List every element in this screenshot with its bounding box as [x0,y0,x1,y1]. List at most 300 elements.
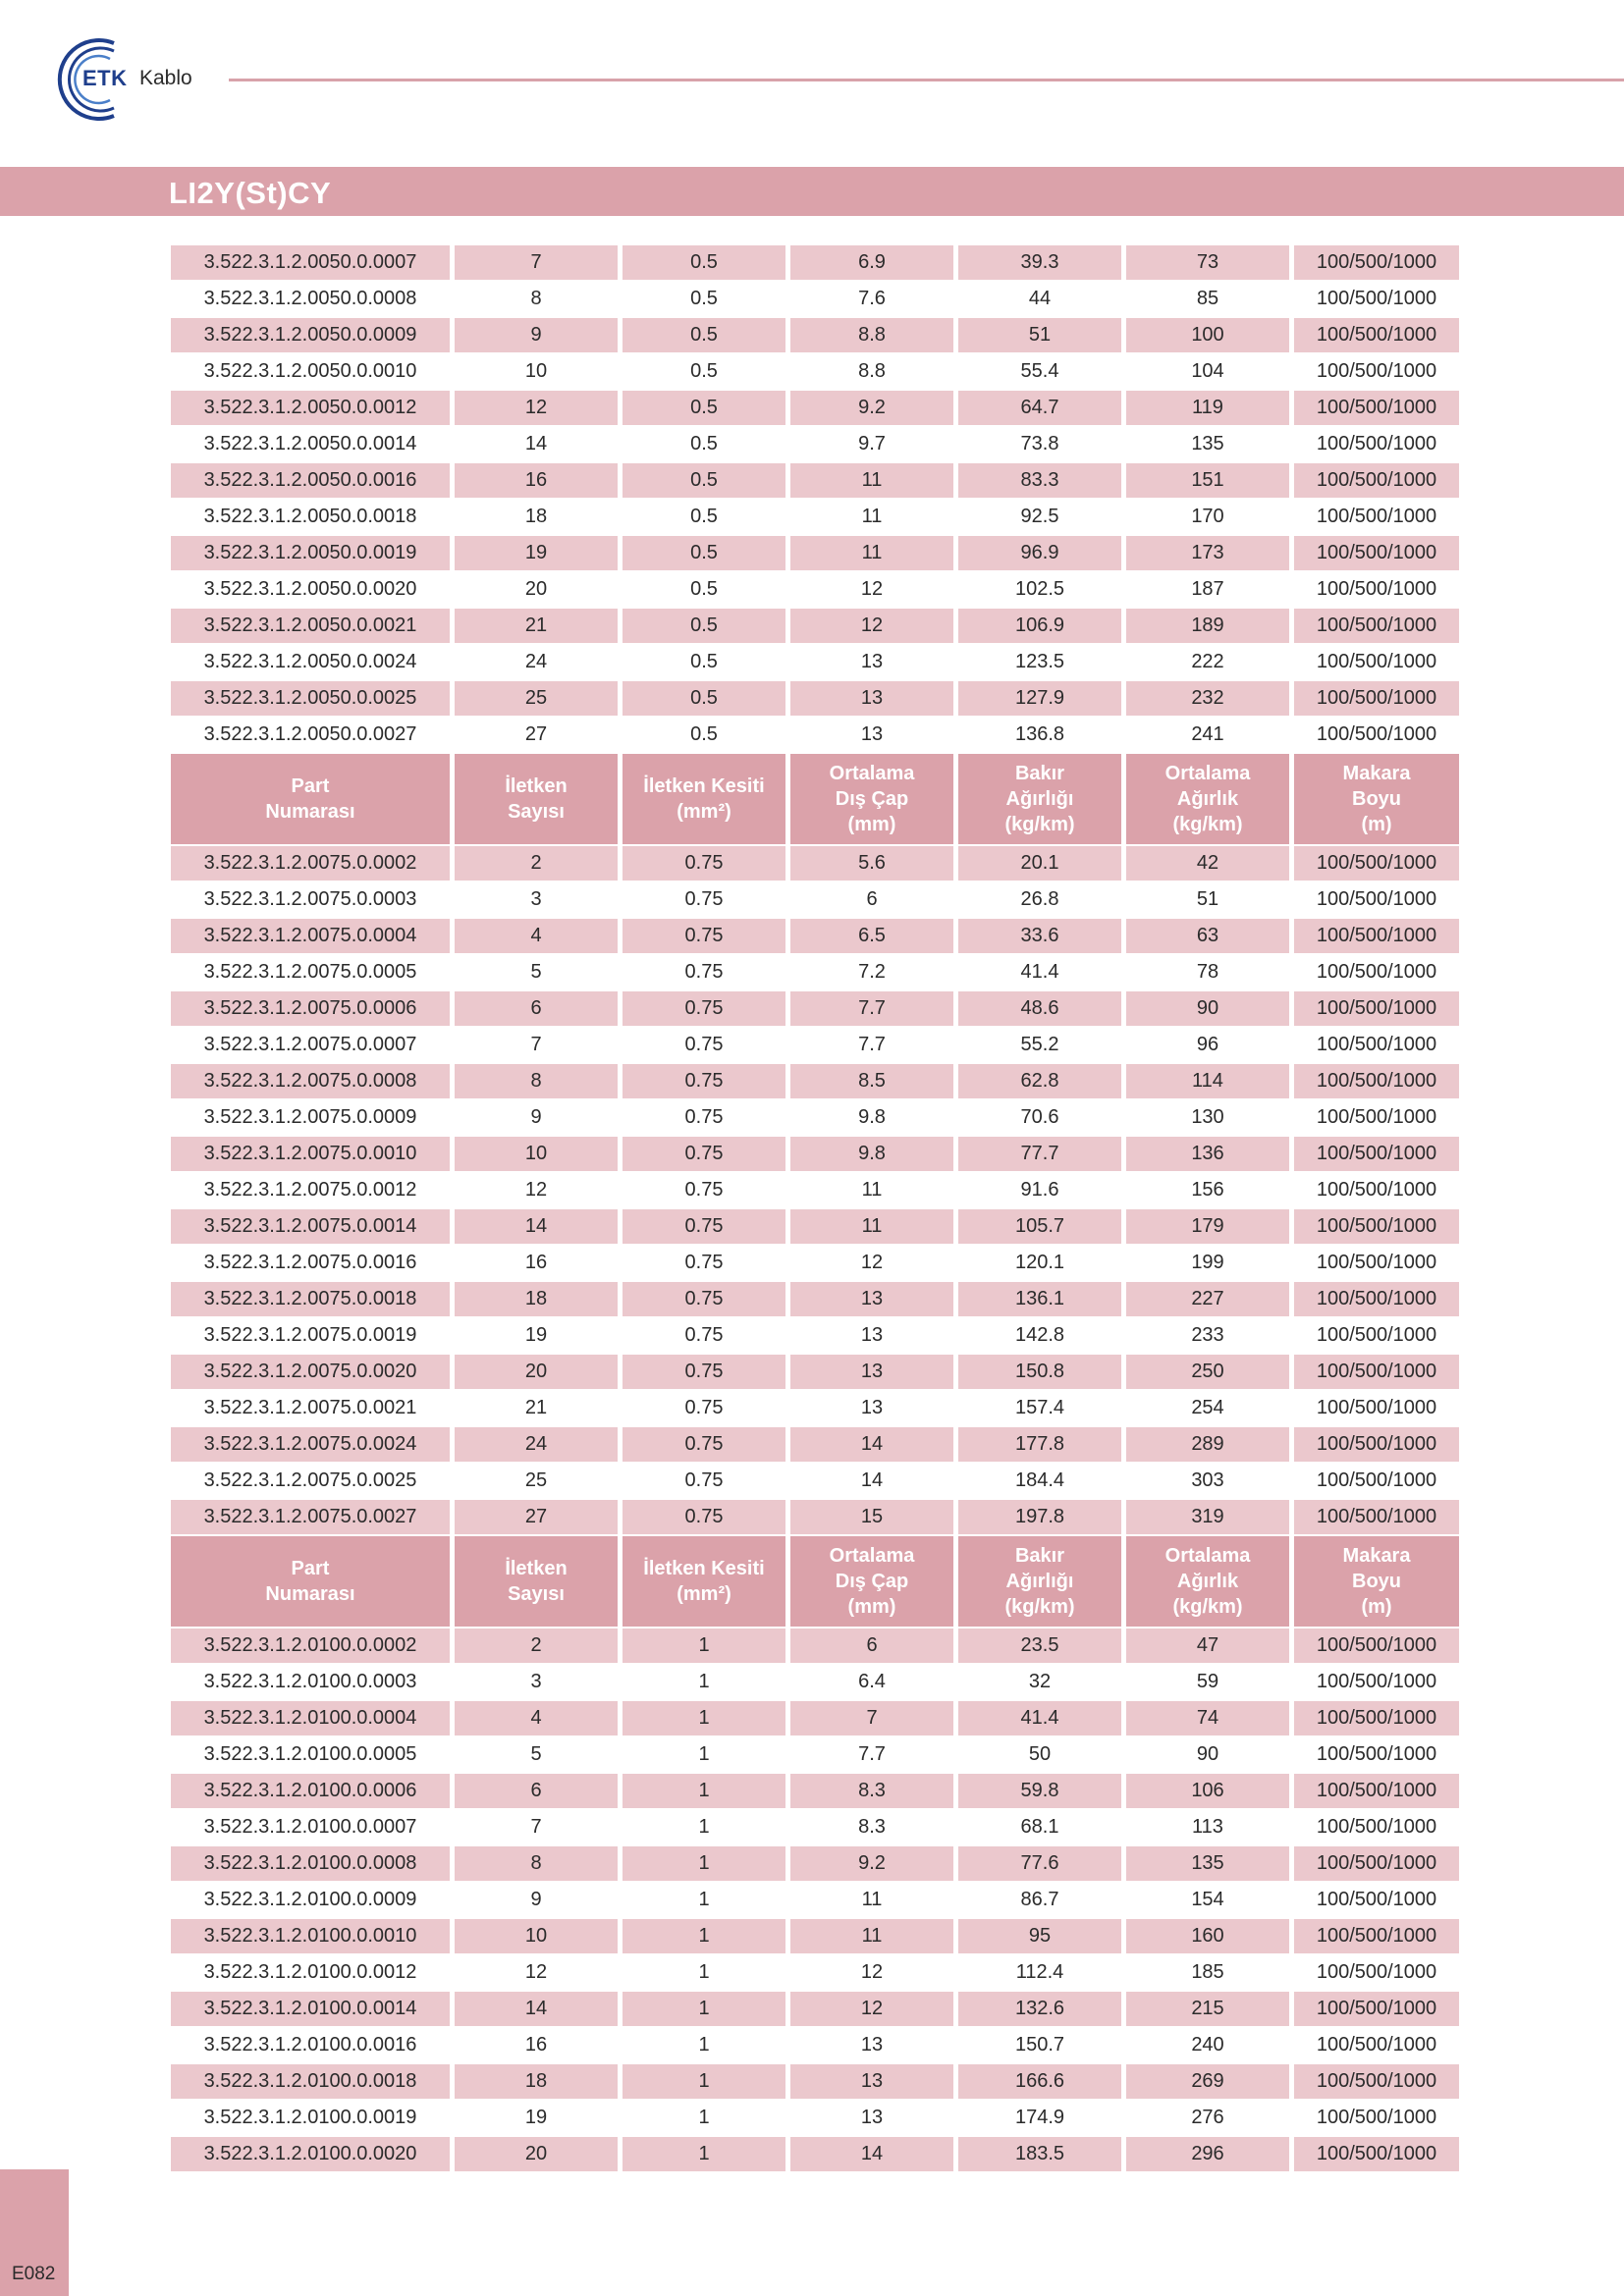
cell-outer-diameter: 8.5 [790,1064,953,1098]
cell-outer-diameter: 11 [790,500,953,534]
cell-reel-length: 100/500/1000 [1294,1391,1459,1425]
cell-part-number: 3.522.3.1.2.0050.0.0021 [171,609,450,643]
cell-conductor-count: 21 [455,1391,618,1425]
cell-average-weight: 73 [1126,245,1289,280]
cell-conductor-count: 10 [455,354,618,389]
cell-average-weight: 319 [1126,1500,1289,1534]
cell-average-weight: 241 [1126,718,1289,752]
cell-reel-length: 100/500/1000 [1294,609,1459,643]
page-number: E082 [12,2264,56,2284]
cell-outer-diameter: 12 [790,1246,953,1280]
cell-part-number: 3.522.3.1.2.0050.0.0014 [171,427,450,461]
cell-reel-length: 100/500/1000 [1294,463,1459,498]
cell-part-number: 3.522.3.1.2.0075.0.0009 [171,1100,450,1135]
cell-conductor-section: 0.75 [623,846,785,881]
cell-average-weight: 199 [1126,1246,1289,1280]
cell-copper-weight: 51 [958,318,1121,352]
cell-copper-weight: 150.8 [958,1355,1121,1389]
cell-conductor-section: 1 [623,2064,785,2099]
cell-conductor-count: 12 [455,1955,618,1990]
cell-copper-weight: 174.9 [958,2101,1121,2135]
cell-part-number: 3.522.3.1.2.0100.0.0018 [171,2064,450,2099]
header-outer-diameter: Ortalama Dış Çap (mm) [790,1536,953,1627]
cell-outer-diameter: 6 [790,882,953,917]
cell-conductor-section: 0.5 [623,318,785,352]
cell-average-weight: 215 [1126,1992,1289,2026]
cell-conductor-section: 0.5 [623,391,785,425]
cell-copper-weight: 150.7 [958,2028,1121,2062]
cell-conductor-count: 27 [455,718,618,752]
cell-outer-diameter: 13 [790,1391,953,1425]
cell-average-weight: 173 [1126,536,1289,570]
cell-conductor-section: 0.75 [623,1246,785,1280]
cell-copper-weight: 48.6 [958,991,1121,1026]
cell-conductor-section: 0.75 [623,1355,785,1389]
cell-conductor-count: 3 [455,1665,618,1699]
cell-copper-weight: 20.1 [958,846,1121,881]
cell-copper-weight: 132.6 [958,1992,1121,2026]
cell-copper-weight: 157.4 [958,1391,1121,1425]
cell-conductor-section: 1 [623,1955,785,1990]
cell-conductor-section: 0.75 [623,1500,785,1534]
cell-part-number: 3.522.3.1.2.0050.0.0016 [171,463,450,498]
header-part-number: Part Numarası [171,754,450,844]
header-outer-diameter: Ortalama Dış Çap (mm) [790,754,953,844]
cell-conductor-section: 0.75 [623,1209,785,1244]
cell-average-weight: 135 [1126,1846,1289,1881]
cell-outer-diameter: 14 [790,2137,953,2171]
cell-copper-weight: 136.1 [958,1282,1121,1316]
cell-copper-weight: 23.5 [958,1629,1121,1663]
cell-conductor-section: 0.5 [623,681,785,716]
cell-average-weight: 63 [1126,919,1289,953]
cell-part-number: 3.522.3.1.2.0050.0.0019 [171,536,450,570]
cell-reel-length: 100/500/1000 [1294,1701,1459,1735]
cell-part-number: 3.522.3.1.2.0075.0.0025 [171,1464,450,1498]
cell-part-number: 3.522.3.1.2.0075.0.0004 [171,919,450,953]
cell-reel-length: 100/500/1000 [1294,282,1459,316]
cell-reel-length: 100/500/1000 [1294,354,1459,389]
cell-conductor-section: 0.75 [623,919,785,953]
header-conductor-count: İletken Sayısı [455,1536,618,1627]
cell-outer-diameter: 7.7 [790,1737,953,1772]
cell-reel-length: 100/500/1000 [1294,1427,1459,1462]
cell-conductor-count: 24 [455,1427,618,1462]
cell-average-weight: 51 [1126,882,1289,917]
cell-conductor-count: 10 [455,1137,618,1171]
cell-copper-weight: 64.7 [958,391,1121,425]
cell-outer-diameter: 7.6 [790,282,953,316]
cell-conductor-section: 1 [623,1919,785,1953]
header-reel-length: Makara Boyu (m) [1294,1536,1459,1627]
cell-outer-diameter: 12 [790,1992,953,2026]
header-conductor-count: İletken Sayısı [455,754,618,844]
page-number-tab [0,2169,69,2296]
cell-average-weight: 187 [1126,572,1289,607]
cell-reel-length: 100/500/1000 [1294,1100,1459,1135]
cell-copper-weight: 120.1 [958,1246,1121,1280]
cell-copper-weight: 50 [958,1737,1121,1772]
cell-part-number: 3.522.3.1.2.0075.0.0021 [171,1391,450,1425]
cell-part-number: 3.522.3.1.2.0075.0.0007 [171,1028,450,1062]
cell-copper-weight: 73.8 [958,427,1121,461]
cell-part-number: 3.522.3.1.2.0075.0.0024 [171,1427,450,1462]
cell-copper-weight: 91.6 [958,1173,1121,1207]
cell-average-weight: 135 [1126,427,1289,461]
cell-part-number: 3.522.3.1.2.0100.0.0007 [171,1810,450,1844]
cell-conductor-section: 0.5 [623,354,785,389]
cell-conductor-count: 18 [455,1282,618,1316]
cell-reel-length: 100/500/1000 [1294,245,1459,280]
cell-part-number: 3.522.3.1.2.0050.0.0027 [171,718,450,752]
cell-reel-length: 100/500/1000 [1294,1318,1459,1353]
etk-kablo-logo [51,35,208,124]
cell-conductor-section: 0.75 [623,1464,785,1498]
cell-outer-diameter: 9.8 [790,1100,953,1135]
cell-average-weight: 156 [1126,1173,1289,1207]
cell-average-weight: 250 [1126,1355,1289,1389]
cell-part-number: 3.522.3.1.2.0075.0.0010 [171,1137,450,1171]
cell-copper-weight: 86.7 [958,1883,1121,1917]
cell-part-number: 3.522.3.1.2.0100.0.0012 [171,1955,450,1990]
cell-conductor-section: 0.75 [623,1173,785,1207]
cell-outer-diameter: 8.8 [790,318,953,352]
cell-outer-diameter: 12 [790,572,953,607]
cell-conductor-count: 8 [455,282,618,316]
cell-conductor-section: 0.75 [623,1100,785,1135]
cell-conductor-section: 0.75 [623,1064,785,1098]
cell-average-weight: 104 [1126,354,1289,389]
cell-part-number: 3.522.3.1.2.0075.0.0019 [171,1318,450,1353]
cell-reel-length: 100/500/1000 [1294,1282,1459,1316]
cell-reel-length: 100/500/1000 [1294,1629,1459,1663]
cell-conductor-section: 1 [623,1883,785,1917]
cell-conductor-section: 0.5 [623,282,785,316]
title-band [0,167,1624,216]
cell-copper-weight: 70.6 [958,1100,1121,1135]
cell-average-weight: 119 [1126,391,1289,425]
cell-conductor-count: 19 [455,536,618,570]
cell-reel-length: 100/500/1000 [1294,718,1459,752]
cable-spec-table [171,245,1459,2171]
cell-reel-length: 100/500/1000 [1294,1464,1459,1498]
cell-conductor-count: 20 [455,1355,618,1389]
cell-reel-length: 100/500/1000 [1294,919,1459,953]
cell-copper-weight: 44 [958,282,1121,316]
cell-average-weight: 189 [1126,609,1289,643]
cell-copper-weight: 112.4 [958,1955,1121,1990]
cell-average-weight: 289 [1126,1427,1289,1462]
cell-average-weight: 59 [1126,1665,1289,1699]
cell-conductor-count: 16 [455,2028,618,2062]
cell-reel-length: 100/500/1000 [1294,1992,1459,2026]
cell-part-number: 3.522.3.1.2.0075.0.0012 [171,1173,450,1207]
cell-reel-length: 100/500/1000 [1294,500,1459,534]
cell-conductor-count: 5 [455,955,618,989]
cell-conductor-section: 0.5 [623,572,785,607]
cell-copper-weight: 142.8 [958,1318,1121,1353]
cell-part-number: 3.522.3.1.2.0050.0.0010 [171,354,450,389]
cell-conductor-section: 0.5 [623,245,785,280]
cell-conductor-section: 0.75 [623,1282,785,1316]
cell-part-number: 3.522.3.1.2.0100.0.0020 [171,2137,450,2171]
cell-outer-diameter: 15 [790,1500,953,1534]
cell-part-number: 3.522.3.1.2.0050.0.0018 [171,500,450,534]
cell-part-number: 3.522.3.1.2.0100.0.0014 [171,1992,450,2026]
cell-part-number: 3.522.3.1.2.0100.0.0002 [171,1629,450,1663]
cell-part-number: 3.522.3.1.2.0050.0.0007 [171,245,450,280]
cell-conductor-count: 6 [455,1774,618,1808]
header-copper-weight: Bakır Ağırlığı (kg/km) [958,754,1121,844]
cell-conductor-section: 0.5 [623,718,785,752]
cell-outer-diameter: 6.9 [790,245,953,280]
cell-outer-diameter: 11 [790,463,953,498]
cell-conductor-section: 0.5 [623,500,785,534]
cell-part-number: 3.522.3.1.2.0075.0.0003 [171,882,450,917]
cell-copper-weight: 62.8 [958,1064,1121,1098]
cell-conductor-section: 1 [623,2137,785,2171]
cell-conductor-section: 0.5 [623,609,785,643]
cell-outer-diameter: 12 [790,609,953,643]
cell-conductor-section: 0.75 [623,1391,785,1425]
cell-outer-diameter: 13 [790,2101,953,2135]
cell-reel-length: 100/500/1000 [1294,955,1459,989]
cell-copper-weight: 123.5 [958,645,1121,679]
cell-outer-diameter: 13 [790,2028,953,2062]
cell-reel-length: 100/500/1000 [1294,991,1459,1026]
cell-copper-weight: 39.3 [958,245,1121,280]
cell-average-weight: 227 [1126,1282,1289,1316]
cell-copper-weight: 55.2 [958,1028,1121,1062]
cell-conductor-section: 0.75 [623,1028,785,1062]
header-copper-weight: Bakır Ağırlığı (kg/km) [958,1536,1121,1627]
cell-conductor-count: 18 [455,2064,618,2099]
cell-conductor-section: 1 [623,1992,785,2026]
cell-average-weight: 233 [1126,1318,1289,1353]
cell-conductor-count: 2 [455,846,618,881]
cell-reel-length: 100/500/1000 [1294,1883,1459,1917]
cell-outer-diameter: 13 [790,2064,953,2099]
cell-reel-length: 100/500/1000 [1294,1737,1459,1772]
cell-average-weight: 154 [1126,1883,1289,1917]
header-part-number: Part Numarası [171,1536,450,1627]
cell-reel-length: 100/500/1000 [1294,391,1459,425]
cell-outer-diameter: 13 [790,1318,953,1353]
cell-conductor-section: 1 [623,1846,785,1881]
cell-copper-weight: 184.4 [958,1464,1121,1498]
cell-conductor-count: 9 [455,1100,618,1135]
cell-average-weight: 106 [1126,1774,1289,1808]
cell-average-weight: 269 [1126,2064,1289,2099]
cell-copper-weight: 105.7 [958,1209,1121,1244]
cell-reel-length: 100/500/1000 [1294,882,1459,917]
cell-conductor-section: 1 [623,2028,785,2062]
cell-reel-length: 100/500/1000 [1294,427,1459,461]
cell-copper-weight: 41.4 [958,955,1121,989]
cell-copper-weight: 96.9 [958,536,1121,570]
logo-etk-text: ETK [82,66,128,90]
cell-reel-length: 100/500/1000 [1294,2028,1459,2062]
cell-copper-weight: 177.8 [958,1427,1121,1462]
cell-reel-length: 100/500/1000 [1294,846,1459,881]
cell-part-number: 3.522.3.1.2.0100.0.0004 [171,1701,450,1735]
cell-conductor-section: 1 [623,2101,785,2135]
cell-part-number: 3.522.3.1.2.0075.0.0016 [171,1246,450,1280]
cell-copper-weight: 77.7 [958,1137,1121,1171]
cell-outer-diameter: 9.2 [790,391,953,425]
cell-part-number: 3.522.3.1.2.0050.0.0024 [171,645,450,679]
cell-conductor-section: 0.5 [623,536,785,570]
cell-average-weight: 74 [1126,1701,1289,1735]
cell-outer-diameter: 7.7 [790,1028,953,1062]
cell-reel-length: 100/500/1000 [1294,572,1459,607]
cell-copper-weight: 77.6 [958,1846,1121,1881]
cell-part-number: 3.522.3.1.2.0100.0.0010 [171,1919,450,1953]
cell-reel-length: 100/500/1000 [1294,1500,1459,1534]
header-average-weight: Ortalama Ağırlık (kg/km) [1126,1536,1289,1627]
cell-copper-weight: 33.6 [958,919,1121,953]
cell-part-number: 3.522.3.1.2.0075.0.0020 [171,1355,450,1389]
cell-outer-diameter: 14 [790,1464,953,1498]
cell-outer-diameter: 8.8 [790,354,953,389]
cell-copper-weight: 127.9 [958,681,1121,716]
cell-outer-diameter: 13 [790,681,953,716]
cell-conductor-count: 14 [455,427,618,461]
cell-part-number: 3.522.3.1.2.0100.0.0008 [171,1846,450,1881]
cell-reel-length: 100/500/1000 [1294,1810,1459,1844]
cell-outer-diameter: 11 [790,1883,953,1917]
cell-conductor-count: 9 [455,318,618,352]
cell-conductor-count: 5 [455,1737,618,1772]
cell-outer-diameter: 9.8 [790,1137,953,1171]
cell-average-weight: 276 [1126,2101,1289,2135]
cell-part-number: 3.522.3.1.2.0100.0.0003 [171,1665,450,1699]
cell-outer-diameter: 13 [790,1282,953,1316]
cell-part-number: 3.522.3.1.2.0100.0.0005 [171,1737,450,1772]
cell-copper-weight: 136.8 [958,718,1121,752]
cell-average-weight: 90 [1126,991,1289,1026]
cell-average-weight: 303 [1126,1464,1289,1498]
cell-reel-length: 100/500/1000 [1294,2064,1459,2099]
cell-reel-length: 100/500/1000 [1294,1955,1459,1990]
cell-outer-diameter: 13 [790,718,953,752]
cell-outer-diameter: 13 [790,645,953,679]
cell-copper-weight: 92.5 [958,500,1121,534]
cell-conductor-section: 1 [623,1810,785,1844]
cell-outer-diameter: 7 [790,1701,953,1735]
cell-part-number: 3.522.3.1.2.0075.0.0027 [171,1500,450,1534]
cell-copper-weight: 59.8 [958,1774,1121,1808]
cell-part-number: 3.522.3.1.2.0100.0.0019 [171,2101,450,2135]
cell-average-weight: 90 [1126,1737,1289,1772]
cell-conductor-section: 1 [623,1737,785,1772]
cell-reel-length: 100/500/1000 [1294,1137,1459,1171]
cell-outer-diameter: 7.2 [790,955,953,989]
cell-part-number: 3.522.3.1.2.0100.0.0016 [171,2028,450,2062]
header-average-weight: Ortalama Ağırlık (kg/km) [1126,754,1289,844]
cell-copper-weight: 83.3 [958,463,1121,498]
cell-average-weight: 42 [1126,846,1289,881]
cell-conductor-count: 16 [455,463,618,498]
cell-average-weight: 240 [1126,2028,1289,2062]
cell-reel-length: 100/500/1000 [1294,536,1459,570]
cell-reel-length: 100/500/1000 [1294,1246,1459,1280]
cell-reel-length: 100/500/1000 [1294,1919,1459,1953]
cell-average-weight: 232 [1126,681,1289,716]
cell-copper-weight: 102.5 [958,572,1121,607]
cell-conductor-count: 25 [455,681,618,716]
cell-reel-length: 100/500/1000 [1294,1064,1459,1098]
cell-outer-diameter: 8.3 [790,1774,953,1808]
cell-copper-weight: 183.5 [958,2137,1121,2171]
cell-outer-diameter: 6.4 [790,1665,953,1699]
cell-conductor-section: 1 [623,1665,785,1699]
cell-conductor-section: 0.75 [623,991,785,1026]
cell-average-weight: 151 [1126,463,1289,498]
cell-conductor-count: 20 [455,572,618,607]
cell-reel-length: 100/500/1000 [1294,2137,1459,2171]
cell-conductor-count: 21 [455,609,618,643]
cell-part-number: 3.522.3.1.2.0075.0.0008 [171,1064,450,1098]
cell-conductor-count: 2 [455,1629,618,1663]
cell-part-number: 3.522.3.1.2.0050.0.0020 [171,572,450,607]
cell-reel-length: 100/500/1000 [1294,1028,1459,1062]
cell-outer-diameter: 12 [790,1955,953,1990]
cell-conductor-count: 19 [455,1318,618,1353]
cell-conductor-section: 0.75 [623,1427,785,1462]
cell-conductor-count: 6 [455,991,618,1026]
cell-conductor-section: 1 [623,1774,785,1808]
cell-average-weight: 100 [1126,318,1289,352]
cell-copper-weight: 95 [958,1919,1121,1953]
cell-conductor-count: 24 [455,645,618,679]
cell-copper-weight: 41.4 [958,1701,1121,1735]
cell-conductor-count: 16 [455,1246,618,1280]
cell-average-weight: 160 [1126,1919,1289,1953]
cell-part-number: 3.522.3.1.2.0050.0.0009 [171,318,450,352]
cell-average-weight: 185 [1126,1955,1289,1990]
cell-reel-length: 100/500/1000 [1294,681,1459,716]
cell-average-weight: 113 [1126,1810,1289,1844]
cell-part-number: 3.522.3.1.2.0050.0.0008 [171,282,450,316]
page-title: LI2Y(St)CY [169,176,332,210]
cell-average-weight: 78 [1126,955,1289,989]
header-reel-length: Makara Boyu (m) [1294,754,1459,844]
cell-part-number: 3.522.3.1.2.0075.0.0002 [171,846,450,881]
cell-part-number: 3.522.3.1.2.0075.0.0005 [171,955,450,989]
cell-conductor-count: 25 [455,1464,618,1498]
cell-copper-weight: 32 [958,1665,1121,1699]
cell-conductor-count: 27 [455,1500,618,1534]
cell-part-number: 3.522.3.1.2.0050.0.0012 [171,391,450,425]
cell-average-weight: 47 [1126,1629,1289,1663]
cell-reel-length: 100/500/1000 [1294,1774,1459,1808]
cell-reel-length: 100/500/1000 [1294,318,1459,352]
cell-outer-diameter: 8.3 [790,1810,953,1844]
cell-copper-weight: 197.8 [958,1500,1121,1534]
cell-outer-diameter: 13 [790,1355,953,1389]
cell-outer-diameter: 5.6 [790,846,953,881]
cell-reel-length: 100/500/1000 [1294,1209,1459,1244]
cell-part-number: 3.522.3.1.2.0075.0.0006 [171,991,450,1026]
cell-outer-diameter: 7.7 [790,991,953,1026]
cell-conductor-section: 0.75 [623,882,785,917]
cell-part-number: 3.522.3.1.2.0050.0.0025 [171,681,450,716]
cell-reel-length: 100/500/1000 [1294,1355,1459,1389]
cell-conductor-section: 0.5 [623,463,785,498]
cell-outer-diameter: 11 [790,1919,953,1953]
cell-reel-length: 100/500/1000 [1294,1665,1459,1699]
